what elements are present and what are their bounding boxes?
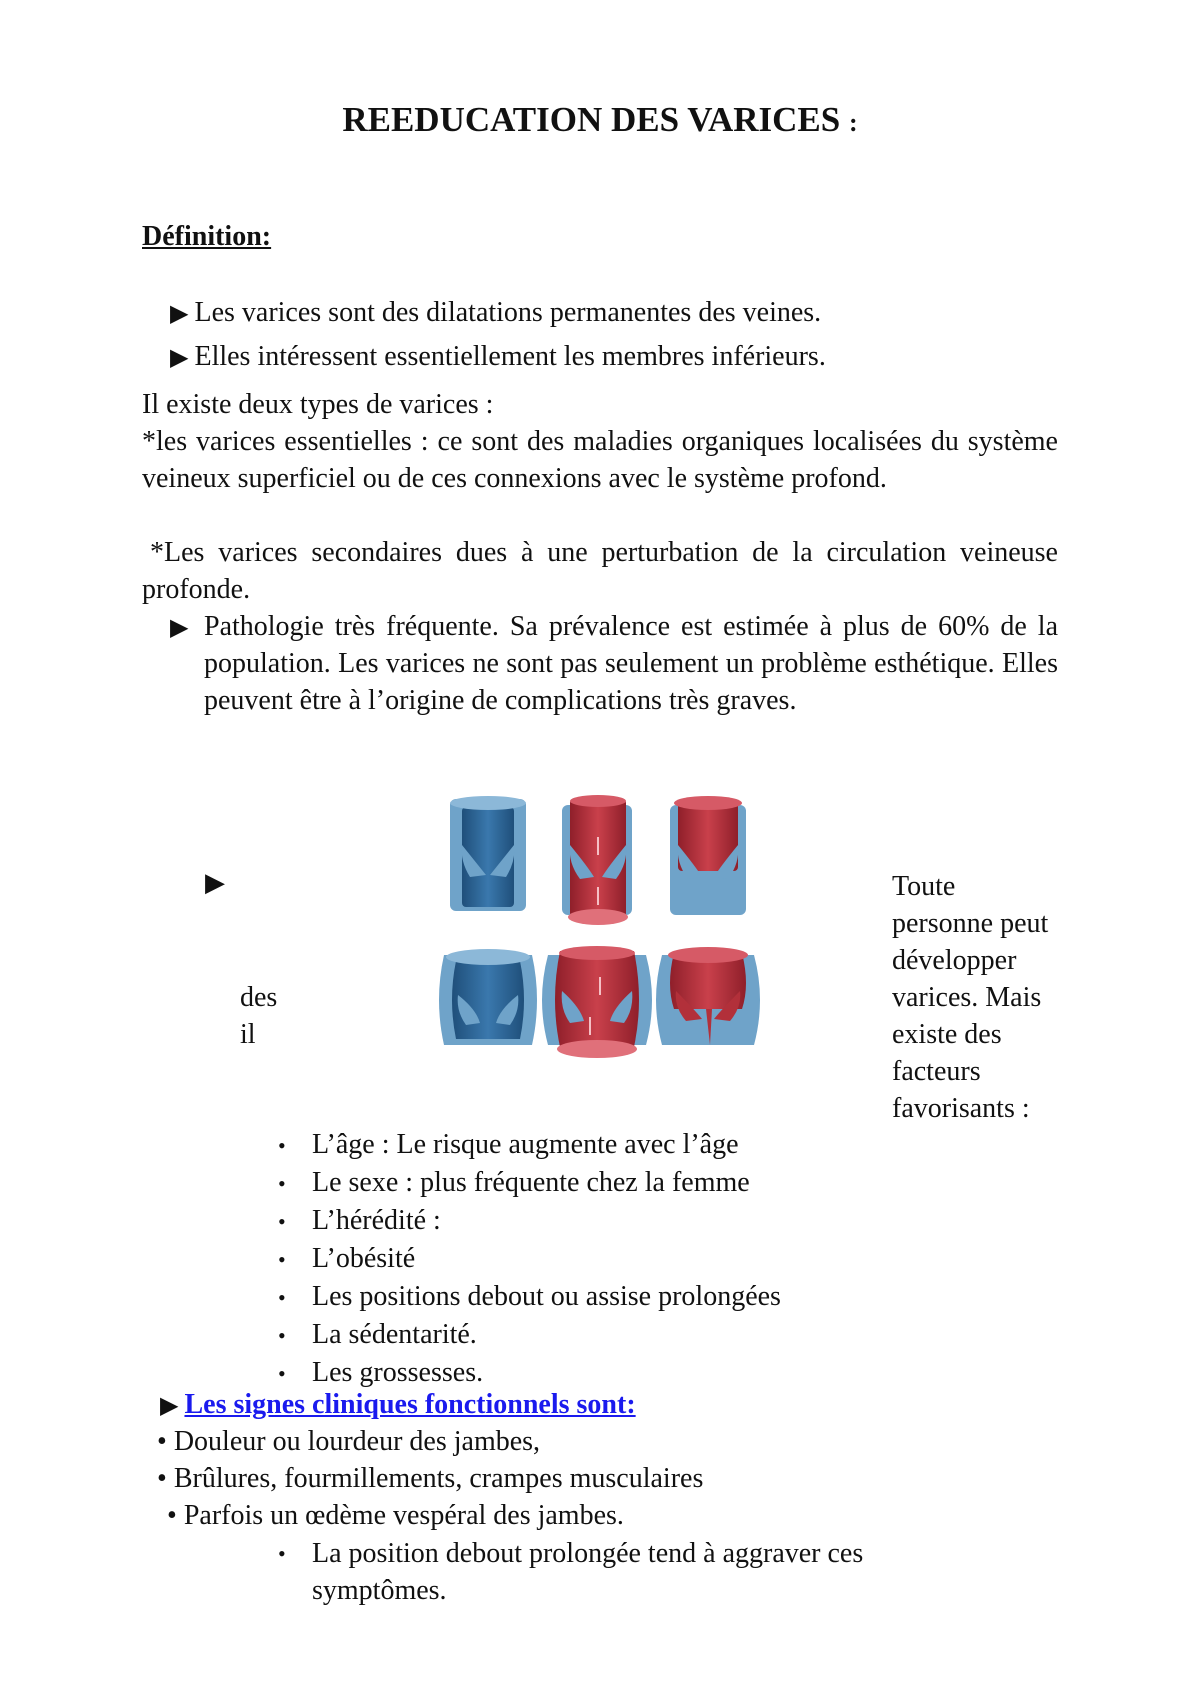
factor-text: L’obésité <box>312 1243 416 1274</box>
bullet-dot-icon: • <box>278 1285 286 1310</box>
page-title <box>0 98 1200 145</box>
bullet-dot-icon: • <box>167 1500 177 1531</box>
factor-text: Les grossesses. <box>312 1357 484 1388</box>
factor-text: La sédentarité. <box>312 1319 477 1350</box>
vein-reflux-top <box>670 796 746 915</box>
bullet-dot-icon: • <box>278 1323 286 1348</box>
def-bullet-text: Les varices sont des dilatations permanentes des veines. <box>194 297 822 328</box>
triangle-bullet-icon: ▶ <box>205 868 225 897</box>
definition-heading: Définition: <box>142 221 272 252</box>
bullet-dot-icon: • <box>278 1133 286 1158</box>
bullet-dot-icon: • <box>278 1209 286 1234</box>
vein-dilated-red-bottom <box>542 946 652 1058</box>
sign-item-2 <box>157 1460 703 1497</box>
title-text: REEDUCATION DES VARICES <box>342 100 841 139</box>
pathology-paragraph: Pathologie très fréquente. Sa prévalence est estimée à plus de 60% de la population. Les varices ne sont pas seulement un problème esthétique. Elles peuvent être à l’origine de complications très graves. <box>204 611 1058 716</box>
vein-valve-illustration <box>430 795 770 1090</box>
list-item <box>278 1240 781 1278</box>
figure-right-line: personne peut <box>892 908 1049 939</box>
figure-right-line: Toute <box>892 871 956 902</box>
figure-left-word-2: il <box>240 1019 256 1050</box>
bullet-dot-icon: • <box>157 1463 167 1494</box>
signs-heading-row <box>160 1386 636 1425</box>
triangle-bullet-icon: ▶ <box>160 1393 179 1419</box>
sign-item-1 <box>157 1423 540 1460</box>
final-bullet-text: La position debout prolongée tend à aggraver ces symptômes. <box>312 1538 864 1606</box>
title-colon: : <box>849 108 858 137</box>
sign-text: Brûlures, fourmillements, crampes musculaires <box>173 1463 704 1494</box>
figure-left-word-1: des <box>240 982 278 1013</box>
def-bullet-2 <box>170 338 826 377</box>
type-secondary-paragraph: *Les varices secondaires dues à une perturbation de la circulation veineuse profonde. <box>142 537 1058 605</box>
bullet-dot-icon: • <box>278 1361 286 1386</box>
triangle-bullet-icon: ▶ <box>170 615 189 641</box>
figure-right-line: favorisants : <box>892 1093 1030 1124</box>
bullet-dot-icon: • <box>278 1247 286 1272</box>
list-item <box>278 1126 781 1164</box>
figure-right-line: facteurs <box>892 1056 981 1087</box>
figure-right-line: développer <box>892 945 1017 976</box>
factor-text: L’âge : Le risque augmente avec l’âge <box>312 1129 739 1160</box>
list-item <box>278 1316 781 1354</box>
list-item <box>278 1164 781 1202</box>
signs-heading-link[interactable]: Les signes cliniques fonctionnels sont: <box>184 1389 636 1420</box>
sign-text: Douleur ou lourdeur des jambes, <box>173 1426 541 1457</box>
vein-blood-flow-top <box>562 795 632 925</box>
triangle-bullet-icon: ▶ <box>170 301 189 327</box>
vein-varicose-bottom <box>656 947 760 1045</box>
pathology-triangle <box>170 608 194 647</box>
bullet-dot-icon: • <box>157 1426 167 1457</box>
sign-item-3 <box>167 1497 624 1534</box>
list-item <box>278 1278 781 1316</box>
vein-dilated-bottom <box>439 949 537 1045</box>
bullet-dot-icon: • <box>278 1171 286 1196</box>
sign-text: Parfois un œdème vespéral des jambes. <box>183 1500 624 1531</box>
triangle-bullet-icon: ▶ <box>170 345 189 371</box>
bullet-dot-icon: • <box>278 1541 286 1566</box>
factor-text: Les positions debout ou assise prolongées <box>312 1281 781 1312</box>
factor-text: Le sexe : plus fréquente chez la femme <box>312 1167 750 1198</box>
vein-healthy-top <box>450 796 526 911</box>
figure-right-text <box>892 868 1048 1127</box>
def-bullet-1 <box>170 294 821 333</box>
types-intro: Il existe deux types de varices : <box>142 389 494 420</box>
final-bullet <box>278 1535 978 1609</box>
list-item <box>278 1202 781 1240</box>
figure-right-line: varices. Mais <box>892 982 1042 1013</box>
figure-triangle <box>205 868 231 898</box>
factor-text: L’hérédité : <box>312 1205 441 1236</box>
type-essential-paragraph: *les varices essentielles : ce sont des maladies organiques localisées du système veineux superficiel ou de ces connexions avec le système profond. <box>142 426 1058 494</box>
def-bullet-text: Elles intéressent essentiellement les membres inférieurs. <box>194 341 826 372</box>
factors-list <box>278 1126 781 1392</box>
figure-right-line: existe des <box>892 1019 1002 1050</box>
